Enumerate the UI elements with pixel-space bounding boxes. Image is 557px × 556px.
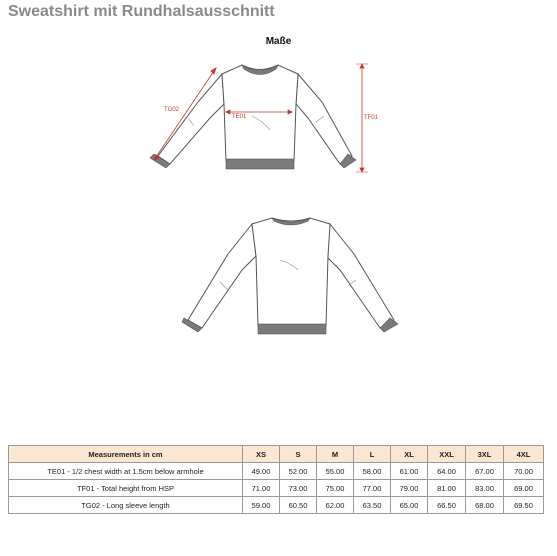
table-row [9, 463, 544, 480]
measurement-value: 61.00 [391, 463, 428, 480]
measurement-value: 58.00 [354, 463, 391, 480]
measurement-value: 75.00 [317, 480, 354, 497]
measurement-value: 59.00 [243, 497, 280, 514]
measurement-value: 65.00 [391, 497, 428, 514]
measurement-value: 81.00 [428, 480, 466, 497]
measurement-value: 69.00 [504, 480, 544, 497]
measurement-value: 67.00 [466, 463, 504, 480]
measurement-value: 62.00 [317, 497, 354, 514]
section-title: Maße [265, 36, 292, 47]
measurement-value: 66.50 [428, 497, 466, 514]
size-header: L [354, 446, 391, 463]
size-header: XS [243, 446, 280, 463]
table-row [9, 497, 544, 514]
size-header: S [280, 446, 317, 463]
size-chart-table [8, 445, 544, 514]
page-title: Sweatshirt mit Rundhalsausschnitt [8, 3, 275, 20]
measurement-value: 49.00 [243, 463, 280, 480]
measurement-value: 83.00 [466, 480, 504, 497]
size-header: XXL [428, 446, 466, 463]
measurement-value: 52.00 [280, 463, 317, 480]
measurement-value: 71.00 [243, 480, 280, 497]
measurement-value: 70.00 [504, 463, 544, 480]
measurement-value: 79.00 [391, 480, 428, 497]
sweatshirt-front-diagram [140, 56, 420, 186]
measurement-label: TF01 - Total height from HSP [9, 480, 243, 497]
measurement-value: 69.50 [504, 497, 544, 514]
sweatshirt-back-diagram [180, 212, 400, 344]
measurement-value: 77.00 [354, 480, 391, 497]
size-header: M [317, 446, 354, 463]
measurement-value: 63.50 [354, 497, 391, 514]
measurement-label: TE01 - 1/2 chest width at 1.5cm below armhole [9, 463, 243, 480]
measurement-value: 60.50 [280, 497, 317, 514]
size-header: 4XL [504, 446, 544, 463]
size-header: XL [391, 446, 428, 463]
table-header-row [9, 446, 544, 463]
tg02-dimension-label: TG02 [164, 107, 180, 113]
measurement-label: TG02 - Long sleeve length [9, 497, 243, 514]
te01-dimension-label: TE01 [232, 114, 247, 120]
table-row [9, 480, 544, 497]
size-header: 3XL [466, 446, 504, 463]
measurement-value: 64.00 [428, 463, 466, 480]
tf01-dimension-label: TF01 [364, 115, 379, 121]
measurement-value: 55.00 [317, 463, 354, 480]
measurement-value: 73.00 [280, 480, 317, 497]
measurement-value: 68.00 [466, 497, 504, 514]
table-header-label: Measurements in cm [9, 446, 243, 463]
